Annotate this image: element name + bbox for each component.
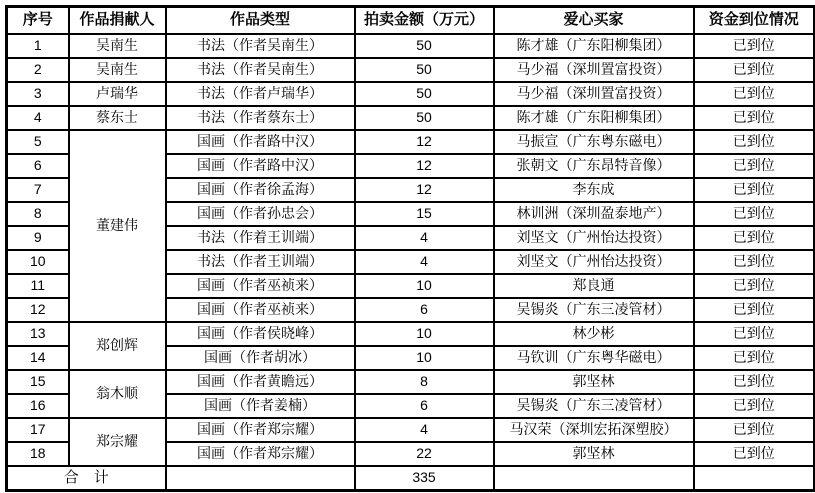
- cell-status: 已到位: [694, 178, 815, 202]
- cell-type: 国画（作者郑宗耀）: [166, 442, 355, 466]
- cell-no: 8: [7, 202, 69, 226]
- col-header-donor: 作品捐献人: [69, 7, 166, 35]
- cell-amount: 6: [355, 394, 494, 418]
- cell-no: 14: [7, 346, 69, 370]
- auction-table: [5, 5, 815, 492]
- cell-type: 书法（作者王训端）: [166, 250, 355, 274]
- cell-no: 13: [7, 322, 69, 346]
- cell-no: 5: [7, 130, 69, 154]
- cell-buyer: 郑良通: [494, 274, 694, 298]
- cell-no: 6: [7, 154, 69, 178]
- cell-buyer: 郭坚林: [494, 370, 694, 394]
- cell-no: 2: [7, 58, 69, 82]
- total-row: [7, 466, 815, 491]
- table-row: [7, 82, 815, 106]
- cell-status: 已到位: [694, 418, 815, 442]
- cell-status: 已到位: [694, 58, 815, 82]
- cell-status: 已到位: [694, 154, 815, 178]
- cell-status: 已到位: [694, 226, 815, 250]
- table-row: [7, 370, 815, 394]
- table-row: [7, 322, 815, 346]
- cell-status: 已到位: [694, 346, 815, 370]
- cell-type: 国画（作者姜楠）: [166, 394, 355, 418]
- col-header-status: 资金到位情况: [694, 7, 815, 35]
- cell-buyer: 刘坚文（广州怡达投资）: [494, 226, 694, 250]
- table-row: [7, 418, 815, 442]
- cell-status: 已到位: [694, 130, 815, 154]
- cell-no: 11: [7, 274, 69, 298]
- cell-amount: 4: [355, 226, 494, 250]
- table-row: [7, 58, 815, 82]
- cell-type: 国画（作者郑宗耀）: [166, 418, 355, 442]
- total-amount: 335: [355, 466, 494, 491]
- cell-status: 已到位: [694, 202, 815, 226]
- cell-type: 书法（作者蔡东士）: [166, 106, 355, 130]
- cell-donor: 卢瑞华: [69, 82, 166, 106]
- cell-buyer: 马少福（深圳置富投资）: [494, 58, 694, 82]
- cell-type: 国画（作者黄瞻远）: [166, 370, 355, 394]
- cell-no: 9: [7, 226, 69, 250]
- cell-amount: 50: [355, 58, 494, 82]
- cell-buyer: 马钦训（广东粤华磁电）: [494, 346, 694, 370]
- cell-buyer: 马汉荣（深圳宏拓深塑胶）: [494, 418, 694, 442]
- cell-type: 书法（作者吴南生）: [166, 58, 355, 82]
- cell-buyer: 吴锡炎（广东三凌管材）: [494, 298, 694, 322]
- cell-buyer: 张朝文（广东昂特音像）: [494, 154, 694, 178]
- cell-donor: 郑宗耀: [69, 418, 166, 466]
- cell-type: 国画（作者路中汉）: [166, 154, 355, 178]
- cell-type: 书法（作者卢瑞华）: [166, 82, 355, 106]
- total-label: 合 计: [7, 466, 166, 491]
- cell-buyer: 马振宣（广东粤东磁电）: [494, 130, 694, 154]
- cell-amount: 15: [355, 202, 494, 226]
- cell-status: 已到位: [694, 250, 815, 274]
- cell-amount: 50: [355, 34, 494, 58]
- cell-status: 已到位: [694, 274, 815, 298]
- cell-no: 12: [7, 298, 69, 322]
- cell-amount: 10: [355, 322, 494, 346]
- cell-no: 18: [7, 442, 69, 466]
- cell-amount: 6: [355, 298, 494, 322]
- col-header-no: 序号: [7, 7, 69, 35]
- cell-type: 国画（作者巫祯来）: [166, 274, 355, 298]
- cell-donor: 吴南生: [69, 34, 166, 58]
- cell-no: 7: [7, 178, 69, 202]
- cell-buyer: 林少彬: [494, 322, 694, 346]
- cell-no: 17: [7, 418, 69, 442]
- cell-type: 国画（作者巫祯来）: [166, 298, 355, 322]
- cell-donor: 蔡东士: [69, 106, 166, 130]
- col-header-type: 作品类型: [166, 7, 355, 35]
- cell-type: 书法（作者吴南生）: [166, 34, 355, 58]
- cell-buyer: 李东成: [494, 178, 694, 202]
- header-row: [7, 7, 815, 35]
- cell-no: 1: [7, 34, 69, 58]
- cell-buyer: 郭坚林: [494, 442, 694, 466]
- table-row: [7, 130, 815, 154]
- cell-buyer: 陈才雄（广东阳柳集团）: [494, 106, 694, 130]
- cell-amount: 4: [355, 250, 494, 274]
- cell-no: 4: [7, 106, 69, 130]
- cell-amount: 10: [355, 346, 494, 370]
- cell-amount: 50: [355, 82, 494, 106]
- cell-buyer: 刘坚文（广州怡达投资）: [494, 250, 694, 274]
- cell-amount: 8: [355, 370, 494, 394]
- cell-amount: 12: [355, 130, 494, 154]
- cell-buyer: 马少福（深圳置富投资）: [494, 82, 694, 106]
- cell-type: 国画（作者路中汉）: [166, 130, 355, 154]
- cell-amount: 22: [355, 442, 494, 466]
- cell-donor: 吴南生: [69, 58, 166, 82]
- cell-type: 书法（作着王训端）: [166, 226, 355, 250]
- cell-type: 国画（作者胡冰）: [166, 346, 355, 370]
- table-body: [7, 34, 815, 491]
- total-buyer-empty: [494, 466, 694, 491]
- col-header-buyer: 爱心买家: [494, 7, 694, 35]
- cell-buyer: 吴锡炎（广东三凌管材）: [494, 394, 694, 418]
- cell-status: 已到位: [694, 298, 815, 322]
- cell-status: 已到位: [694, 442, 815, 466]
- cell-status: 已到位: [694, 370, 815, 394]
- cell-amount: 4: [355, 418, 494, 442]
- cell-donor: 董建伟: [69, 130, 166, 322]
- cell-buyer: 林训洲（深圳盈泰地产）: [494, 202, 694, 226]
- cell-status: 已到位: [694, 34, 815, 58]
- cell-type: 国画（作者侯晓峰）: [166, 322, 355, 346]
- cell-status: 已到位: [694, 106, 815, 130]
- total-status-empty: [694, 466, 815, 491]
- cell-no: 3: [7, 82, 69, 106]
- cell-donor: 郑创辉: [69, 322, 166, 370]
- table-row: [7, 106, 815, 130]
- cell-type: 国画（作者孙忠会）: [166, 202, 355, 226]
- table-row: [7, 34, 815, 58]
- cell-amount: 12: [355, 178, 494, 202]
- cell-status: 已到位: [694, 82, 815, 106]
- cell-no: 10: [7, 250, 69, 274]
- cell-buyer: 陈才雄（广东阳柳集团）: [494, 34, 694, 58]
- cell-donor: 翁木顺: [69, 370, 166, 418]
- cell-amount: 10: [355, 274, 494, 298]
- cell-no: 15: [7, 370, 69, 394]
- col-header-amount: 拍卖金额（万元）: [355, 7, 494, 35]
- cell-no: 16: [7, 394, 69, 418]
- cell-amount: 50: [355, 106, 494, 130]
- cell-status: 已到位: [694, 394, 815, 418]
- total-type-empty: [166, 466, 355, 491]
- cell-status: 已到位: [694, 322, 815, 346]
- cell-type: 国画（作者徐孟海）: [166, 178, 355, 202]
- cell-amount: 12: [355, 154, 494, 178]
